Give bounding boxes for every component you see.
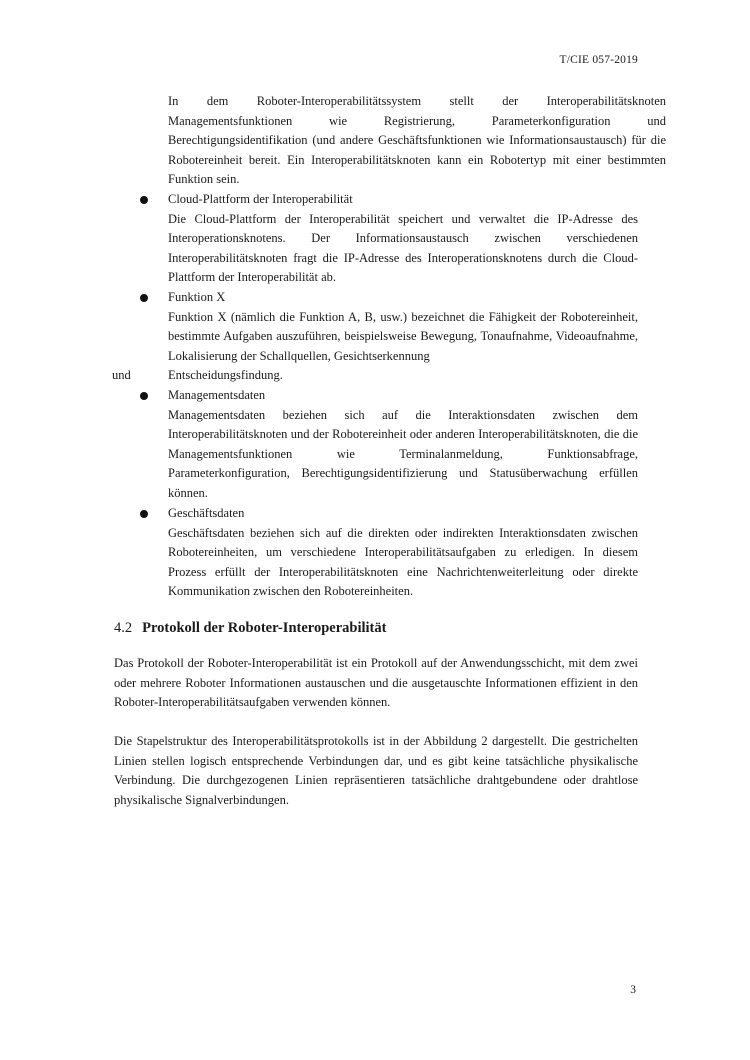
bullet-item-business-data: [140, 504, 638, 602]
section-title: Protokoll der Roboter-Interoperabilität: [142, 620, 387, 636]
bullet-text: Managementsdaten beziehen sich auf die Interaktionsdaten zwischen dem Interoperabilitätsknoten und der Robotereinheit oder anderen Interoperabilitätsknoten, die die Managementsfunktionen wie Terminalanmeldung, Funktionsabfrage, Parameterkonfiguration, Berechtigungsidentifizierung und Statusüberwachung erfüllen können.: [168, 407, 638, 500]
bullet-item-management-data: [140, 386, 638, 504]
section-number: 4.2: [114, 620, 133, 636]
bullet-text-tail: [112, 366, 638, 386]
bullet-icon: [140, 196, 148, 204]
bullet-item-cloud-platform: [140, 190, 638, 288]
bullet-title: Cloud-Plattform der Interoperabilität: [168, 192, 353, 206]
body-paragraph: Das Protokoll der Roboter-Interoperabilität ist ein Protokoll auf der Anwendungsschicht, mit dem zwei oder mehrere Roboter Informationen austauschen und die ausgetauschte Informationen effizient in den Roboter-Interoperabilitätsaufgaben verwenden können.: [114, 656, 638, 710]
standard-code: T/CIE 057-2019: [559, 54, 638, 66]
bullet-title: Managementsdaten: [168, 388, 266, 402]
bullet-title: Geschäftsdaten: [168, 506, 245, 520]
section-heading: [114, 620, 386, 637]
intro-paragraph: In dem Roboter-Interoperabilitätssystem stellt der Interoperabilitätsknoten Managementsfunktionen wie Registrierung, Parameterkonfiguration und Berechtigungsidentifikation (und andere Geschäftsfunktionen wie Informationsaustausch) für die Robotereinheit bereit. Ein Interoperabilitätsknoten kann ein Robotertyp mit einer bestimmten Funktion sein.: [168, 94, 666, 187]
bullet-text-tail-word: Entscheidungsfindung.: [168, 368, 283, 383]
bullet-title: Funktion X: [168, 290, 226, 304]
body-paragraph: Die Stapelstruktur des Interoperabilitätsprotokolls ist in der Abbildung 2 dargestellt. Die gestrichelten Linien stellen logisch entsprechende Verbindungen dar, und es gibt keine tatsächliche physikalische Verbindung. Die durchgezogenen Linien repräsentieren tatsächliche drahtgebundene oder drahtlose physikalische Signalverbindungen.: [114, 734, 638, 807]
bullet-text-tail-lead: und: [112, 368, 131, 383]
bullet-text: Die Cloud-Plattform der Interoperabilität speichert und verwaltet die IP-Adresse des Interoperationsknotens. Der Informationsaustausch zwischen verschiedenen Interoperabilitätsknoten fragt die IP-Adresse des Interoperationsknotens durch die Cloud-Plattform der Interoperabilität ab.: [168, 211, 638, 285]
bullet-text: Geschäftsdaten beziehen sich auf die direkten oder indirekten Interaktionsdaten zwischen Robotereinheiten, um verschiedene Interoperabilitätsaufgaben zu erledigen. In diesem Prozess erfüllt der Interoperabilitätsknoten eine Nachrichtenweiterleitung oder direkte Kommunikation zwischen den Robotereinheiten.: [168, 525, 638, 599]
bullet-icon: [140, 392, 148, 400]
bullet-icon: [140, 294, 148, 302]
bullet-item-function-x: [112, 288, 638, 386]
bullet-text: Funktion X (nämlich die Funktion A, B, usw.) bezeichnet die Fähigkeit der Robotereinheit, bestimmte Aufgaben auszuführen, beispielsweise Bewegung, Tonaufnahme, Videoaufnahme, Lokalisierung der Schallquellen, Gesichtserkennung: [168, 309, 638, 363]
bullet-icon: [140, 510, 148, 518]
page-number: 3: [630, 984, 636, 996]
